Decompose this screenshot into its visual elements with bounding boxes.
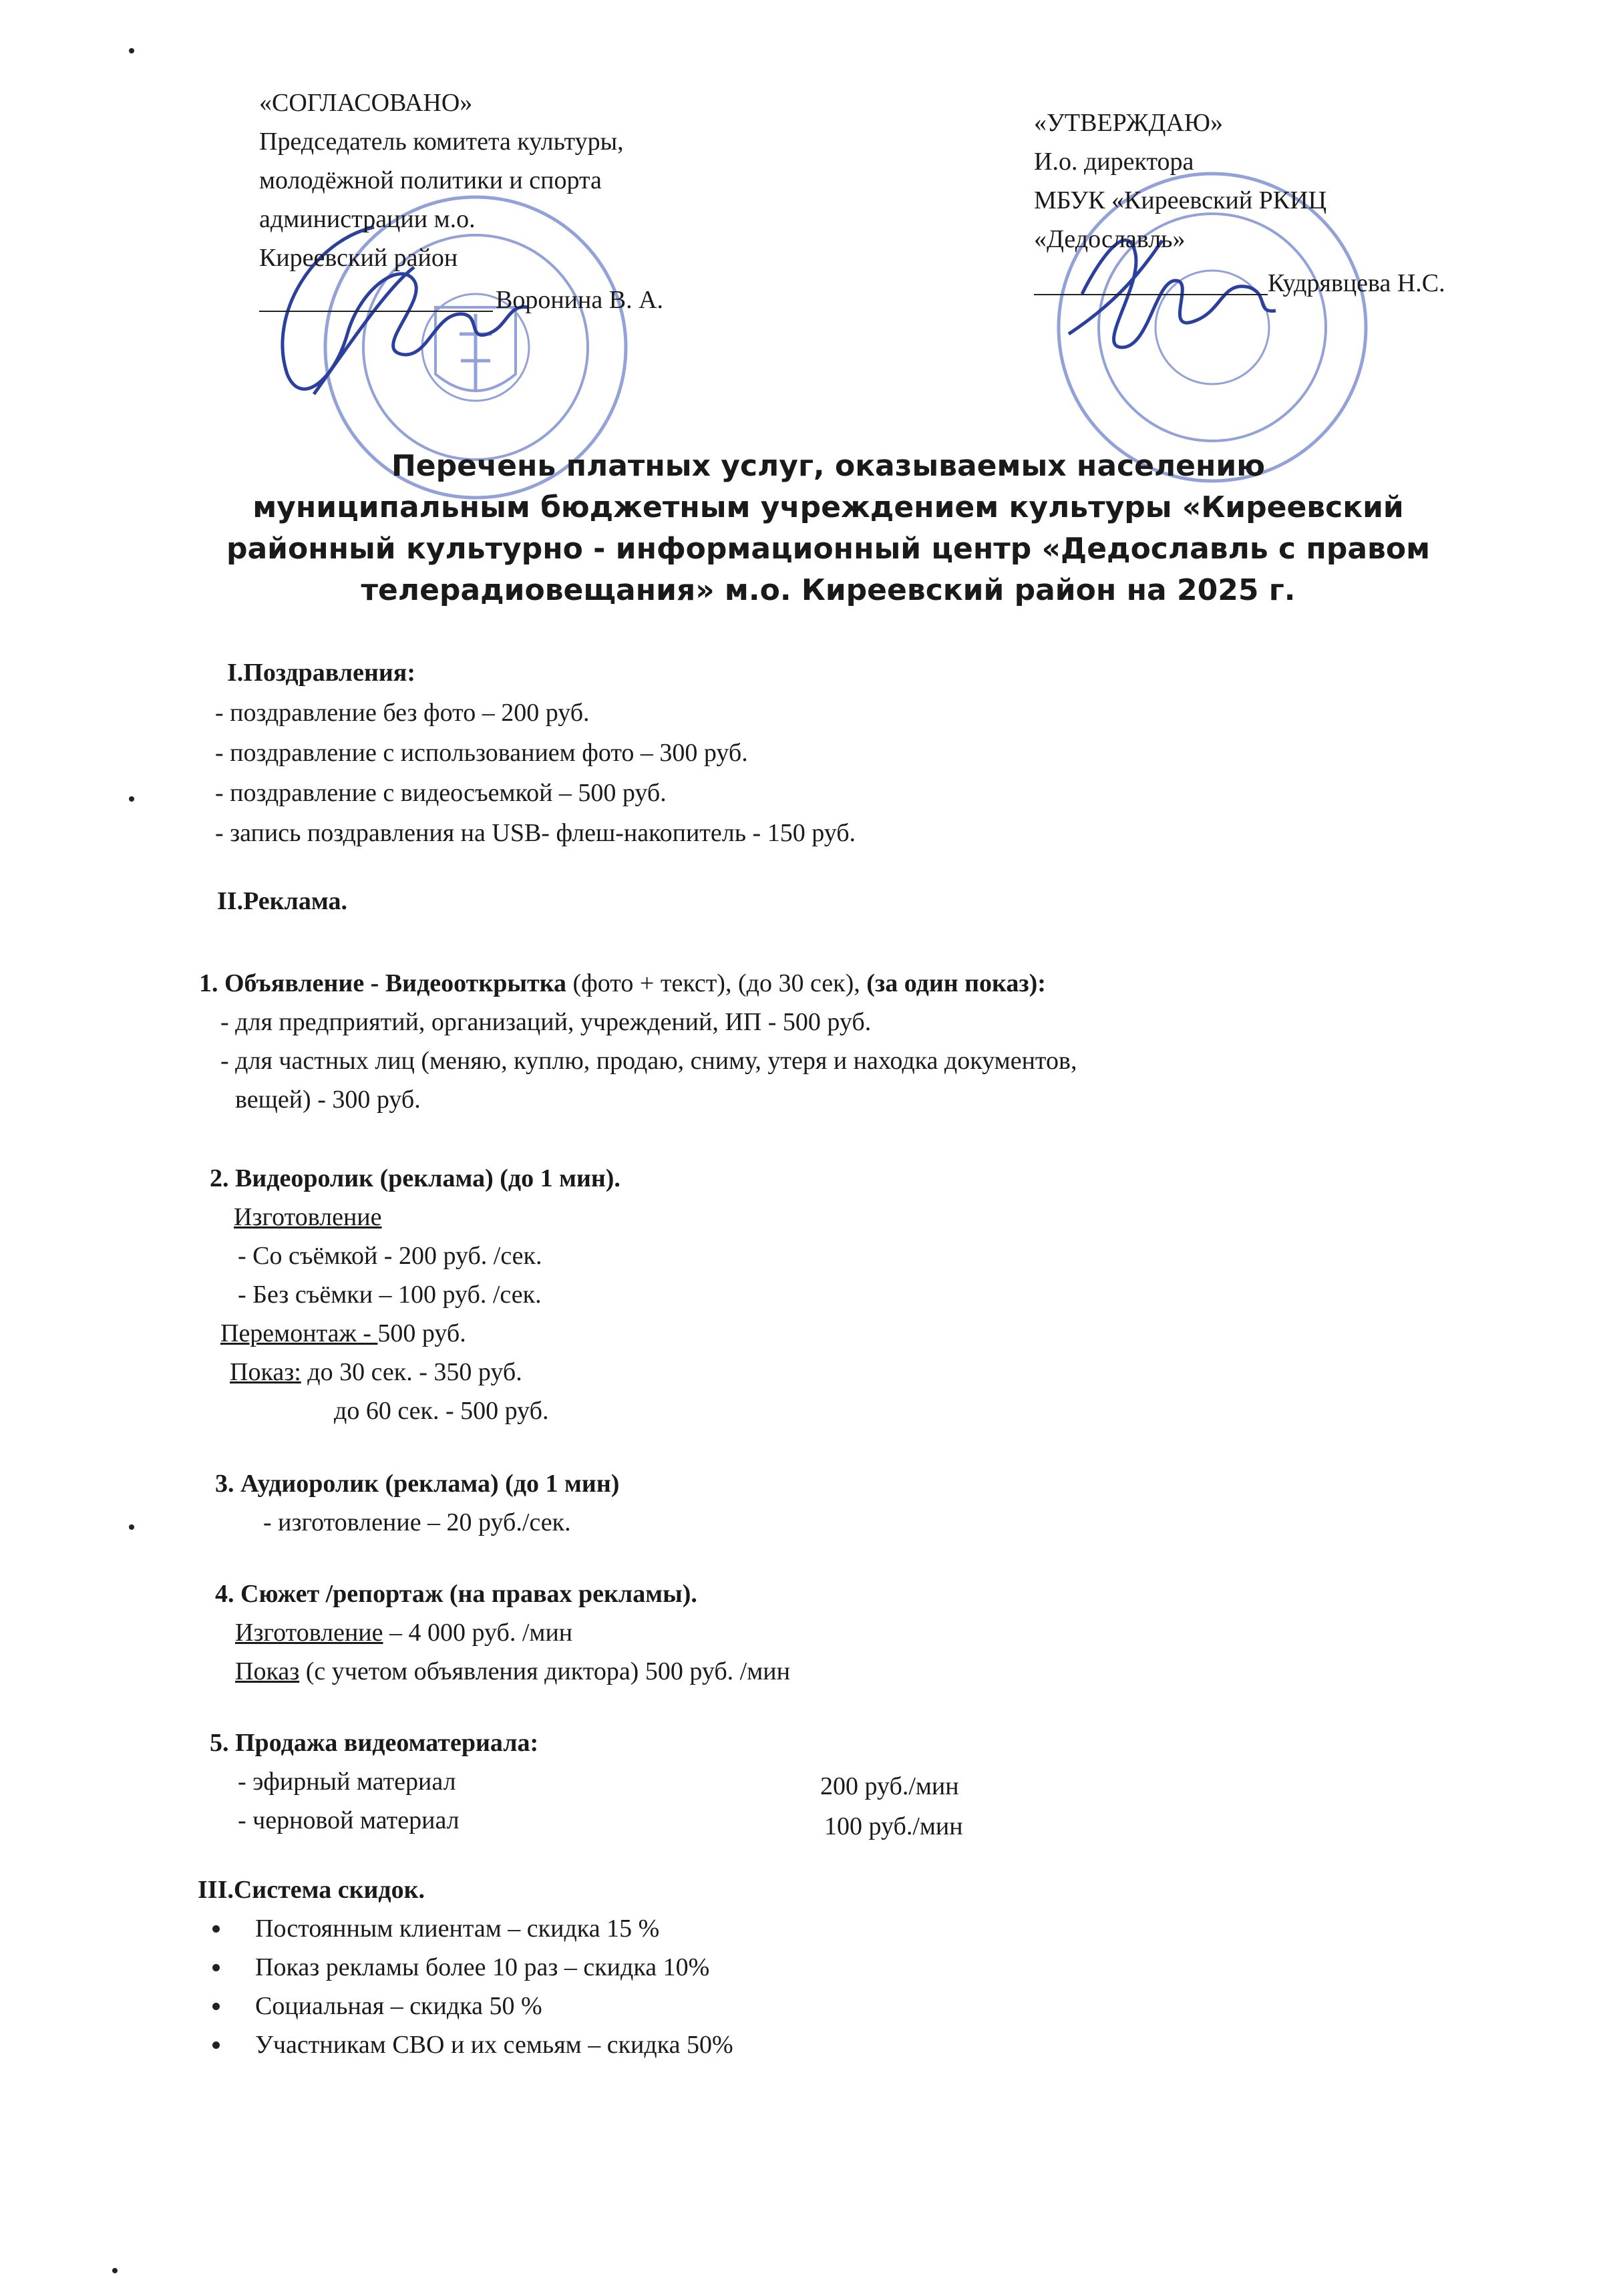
discount-item: Социальная – скидка 50 % <box>255 1992 542 2020</box>
approval-right-line: МБУК «Киреевский РКИЦ <box>1034 186 1327 214</box>
list-item: - поздравление с использованием фото – 300 руб. <box>215 739 748 767</box>
production-value: – 4 000 руб. /мин <box>383 1619 573 1647</box>
remontage-value: 500 руб. <box>377 1319 466 1347</box>
production-line <box>235 1617 572 1649</box>
price-line: - Со съёмкой - 200 руб. /сек. <box>238 1242 542 1270</box>
discount-item: Показ рекламы более 10 раз – скидка 10% <box>255 1953 710 1981</box>
approval-right-signer: Кудрявцева Н.С. <box>1268 269 1445 297</box>
bullet-icon <box>212 1964 220 1971</box>
ad-item-3-heading: 3. Аудиоролик (реклама) (до 1 мин) <box>215 1470 620 1498</box>
approval-left-line: молодёжной политики и спорта <box>259 166 602 194</box>
section-heading: I.Поздравления: <box>227 659 415 687</box>
discount-item: Постоянным клиентам – скидка 15 % <box>255 1915 660 1943</box>
bullet-icon <box>212 1925 220 1933</box>
approval-left-line: Киреевский район <box>259 244 458 272</box>
production-label: Изготовление <box>234 1203 382 1231</box>
price-line: - изготовление – 20 руб./сек. <box>263 1508 571 1536</box>
material-label: - черновой материал <box>238 1806 460 1834</box>
show-label: Показ: <box>230 1358 301 1386</box>
document-title-line: районный культурно - информационный центр «Дедославль с правом <box>226 532 1431 566</box>
section-heading: III.Система скидок. <box>198 1876 425 1904</box>
bullet-icon <box>212 2003 220 2010</box>
ad-item-1-heading <box>199 967 1046 999</box>
approval-right-heading: «УТВЕРЖДАЮ» <box>1034 109 1223 137</box>
list-item: - поздравление без фото – 200 руб. <box>215 699 590 727</box>
section-heading: II.Реклама. <box>217 887 347 915</box>
approval-right-line: И.о. директора <box>1034 148 1194 176</box>
list-item: - поздравление с видеосъемкой – 500 руб. <box>215 779 667 807</box>
approval-left-signer: Воронина В. А. <box>496 286 664 314</box>
material-label: - эфирный материал <box>238 1768 456 1796</box>
remontage-label: Перемонтаж - <box>220 1319 378 1347</box>
discount-item: Участникам СВО и их семьям – скидка 50% <box>255 2031 733 2059</box>
ad-item-1-details: (фото + текст), (до 30 сек), <box>566 969 867 997</box>
approval-left-line: Председатель комитета культуры, <box>259 128 624 156</box>
approval-right-line: «Дедославль» <box>1034 225 1186 253</box>
show-30-value: до 30 сек. - 350 руб. <box>301 1358 522 1386</box>
approval-left-heading: «СОГЛАСОВАНО» <box>259 89 473 117</box>
list-item: - запись поздравления на USB- флеш-накопитель - 150 руб. <box>215 819 856 847</box>
document-title-line: Перечень платных услуг, оказываемых населению <box>391 449 1266 483</box>
document-title-line: телерадиовещания» м.о. Киреевский район на 2025 г. <box>361 573 1296 607</box>
ad-item-1-title: 1. Объявление - Видеооткрытка <box>199 969 567 997</box>
bullet-icon <box>212 2041 220 2049</box>
ad-item-2-heading: 2. Видеоролик (реклама) (до 1 мин). <box>210 1164 620 1192</box>
show-line <box>235 1655 790 1687</box>
list-item: - для предприятий, организаций, учреждений, ИП - 500 руб. <box>220 1008 872 1036</box>
ad-item-5-heading: 5. Продажа видеоматериала: <box>210 1729 539 1757</box>
production-label: Изготовление <box>235 1619 383 1647</box>
signature-line <box>259 311 493 312</box>
show-60-value: до 60 сек. - 500 руб. <box>334 1397 549 1425</box>
list-item: вещей) - 300 руб. <box>235 1086 421 1114</box>
show-value: (с учетом объявления диктора) 500 руб. /мин <box>299 1657 790 1685</box>
approval-left-line: администрации м.о. <box>259 205 476 233</box>
material-price: 200 руб./мин <box>820 1772 959 1800</box>
remontage-line <box>220 1317 466 1349</box>
material-price: 100 руб./мин <box>824 1812 963 1840</box>
list-item: - для частных лиц (меняю, куплю, продаю, сниму, утеря и находка документов, <box>220 1047 1077 1075</box>
signature-line <box>1034 294 1268 295</box>
document-title-line: муниципальным бюджетным учреждением культуры «Киреевский <box>252 490 1404 524</box>
ad-item-4-heading: 4. Сюжет /репортаж (на правах рекламы). <box>215 1580 697 1608</box>
right-stamp <box>1059 174 1366 481</box>
show-label: Показ <box>235 1657 300 1685</box>
show-line <box>230 1356 522 1388</box>
price-line: - Без съёмки – 100 руб. /сек. <box>238 1281 542 1309</box>
ad-item-1-per-show: (за один показ): <box>866 969 1046 997</box>
